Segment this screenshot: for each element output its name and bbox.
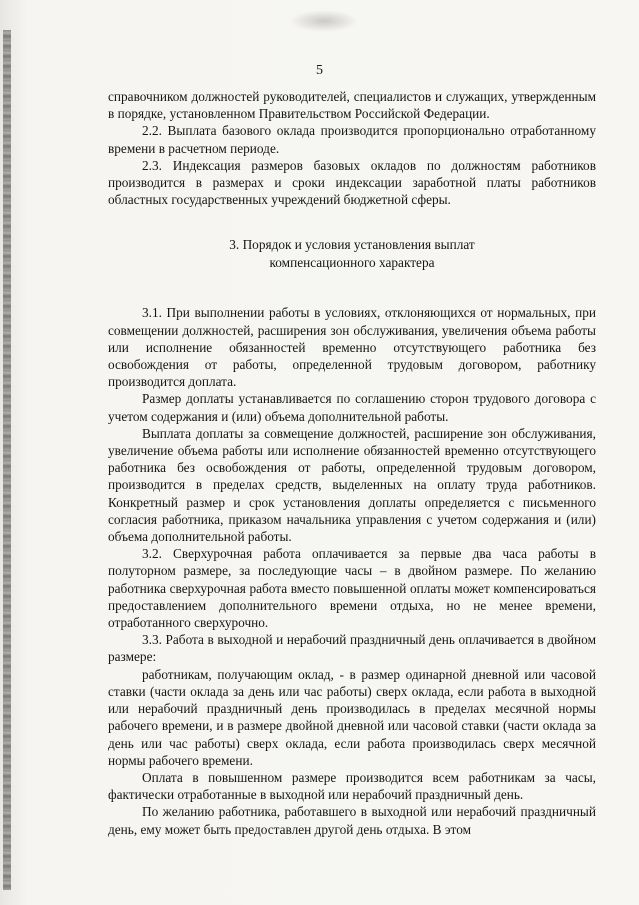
paragraph-3-1: 3.1. При выполнении работы в условиях, отклоняющихся от нормальных, при совмещении должностей, расширения зон обслуживания, увеличения объема работы или исполнение обязанностей временно отсутствующего работника без освобождения от работы, определенной трудовым договором, работнику производится доплата.: [108, 305, 596, 390]
scan-binding-edge: [3, 30, 11, 890]
paragraph-surcharge-size: Размер доплаты устанавливается по соглашению сторон трудового договора с учетом содержания и (или) объема дополнительной работы.: [108, 391, 596, 424]
paragraph-3-3: 3.3. Работа в выходной и нерабочий праздничный день оплачивается в двойном размере:: [108, 632, 596, 665]
document-body: [108, 88, 596, 838]
paragraph-continuation: справочником должностей руководителей, специалистов и служащих, утвержденным в порядке, установленном Правительством Российской Федерации.: [108, 89, 596, 122]
paragraph-2-3: 2.3. Индексация размеров базовых окладов по должностям работников производится в размерах и сроки индексации заработной платы работников областных государственных учреждений бюджетной сферы.: [108, 157, 596, 208]
paragraph-day-off: По желанию работника, работавшего в выходной или нерабочий праздничный день, ему может быть предоставлен другой день отдыха. В этом: [108, 804, 596, 837]
paragraph-3-2: 3.2. Сверхурочная работа оплачивается за первые два часа работы в полуторном размере, за последующие часы – в двойном размере. По желанию работника сверхурочная работа вместо повышенной оплаты может компенсироваться предоставлением дополнительного времени отдыха, но не менее времени, отработанного сверхурочно.: [108, 546, 596, 631]
paragraph-surcharge-payment: Выплата доплаты за совмещение должностей, расширение зон обслуживания, увеличение объема работы или исполнение обязанностей временно отсутствующего работника без освобождения от работы, определенной трудовым договором, производится в пределах средств, выделенных на оплату труда работников. Конкретный размер и срок установления доплаты определяется с письменного согласия работника, приказом начальника управления с учетом содержания и (или) объема дополнительной работы.: [108, 425, 596, 545]
paragraph-2-2: 2.2. Выплата базового оклада производится пропорционально отработанному времени в расчетном периоде.: [108, 123, 596, 156]
page-number: 5: [316, 63, 323, 78]
scan-smudge: [290, 10, 358, 32]
paragraph-salaried-workers: работникам, получающим оклад, - в размер одинарной дневной или часовой ставки (части оклада за день или час работы) сверх оклада, если работа в выходной или нерабочий праздничный день производилась в пределах месячной нормы рабочего времени, и в размере двойной дневной или часовой ставки (части оклада за день или час работы) сверх оклада, если работа производилась сверх месячной нормы рабочего времени.: [108, 666, 596, 768]
section-heading-line-2: компенсационного характера: [269, 255, 435, 271]
section-heading-line-1: 3. Порядок и условия установления выплат: [229, 237, 475, 253]
paragraph-increased-pay: Оплата в повышенном размере производится всем работникам за часы, фактически отработанные в выходной или нерабочий праздничный день.: [108, 769, 596, 803]
section-heading: [108, 236, 596, 272]
